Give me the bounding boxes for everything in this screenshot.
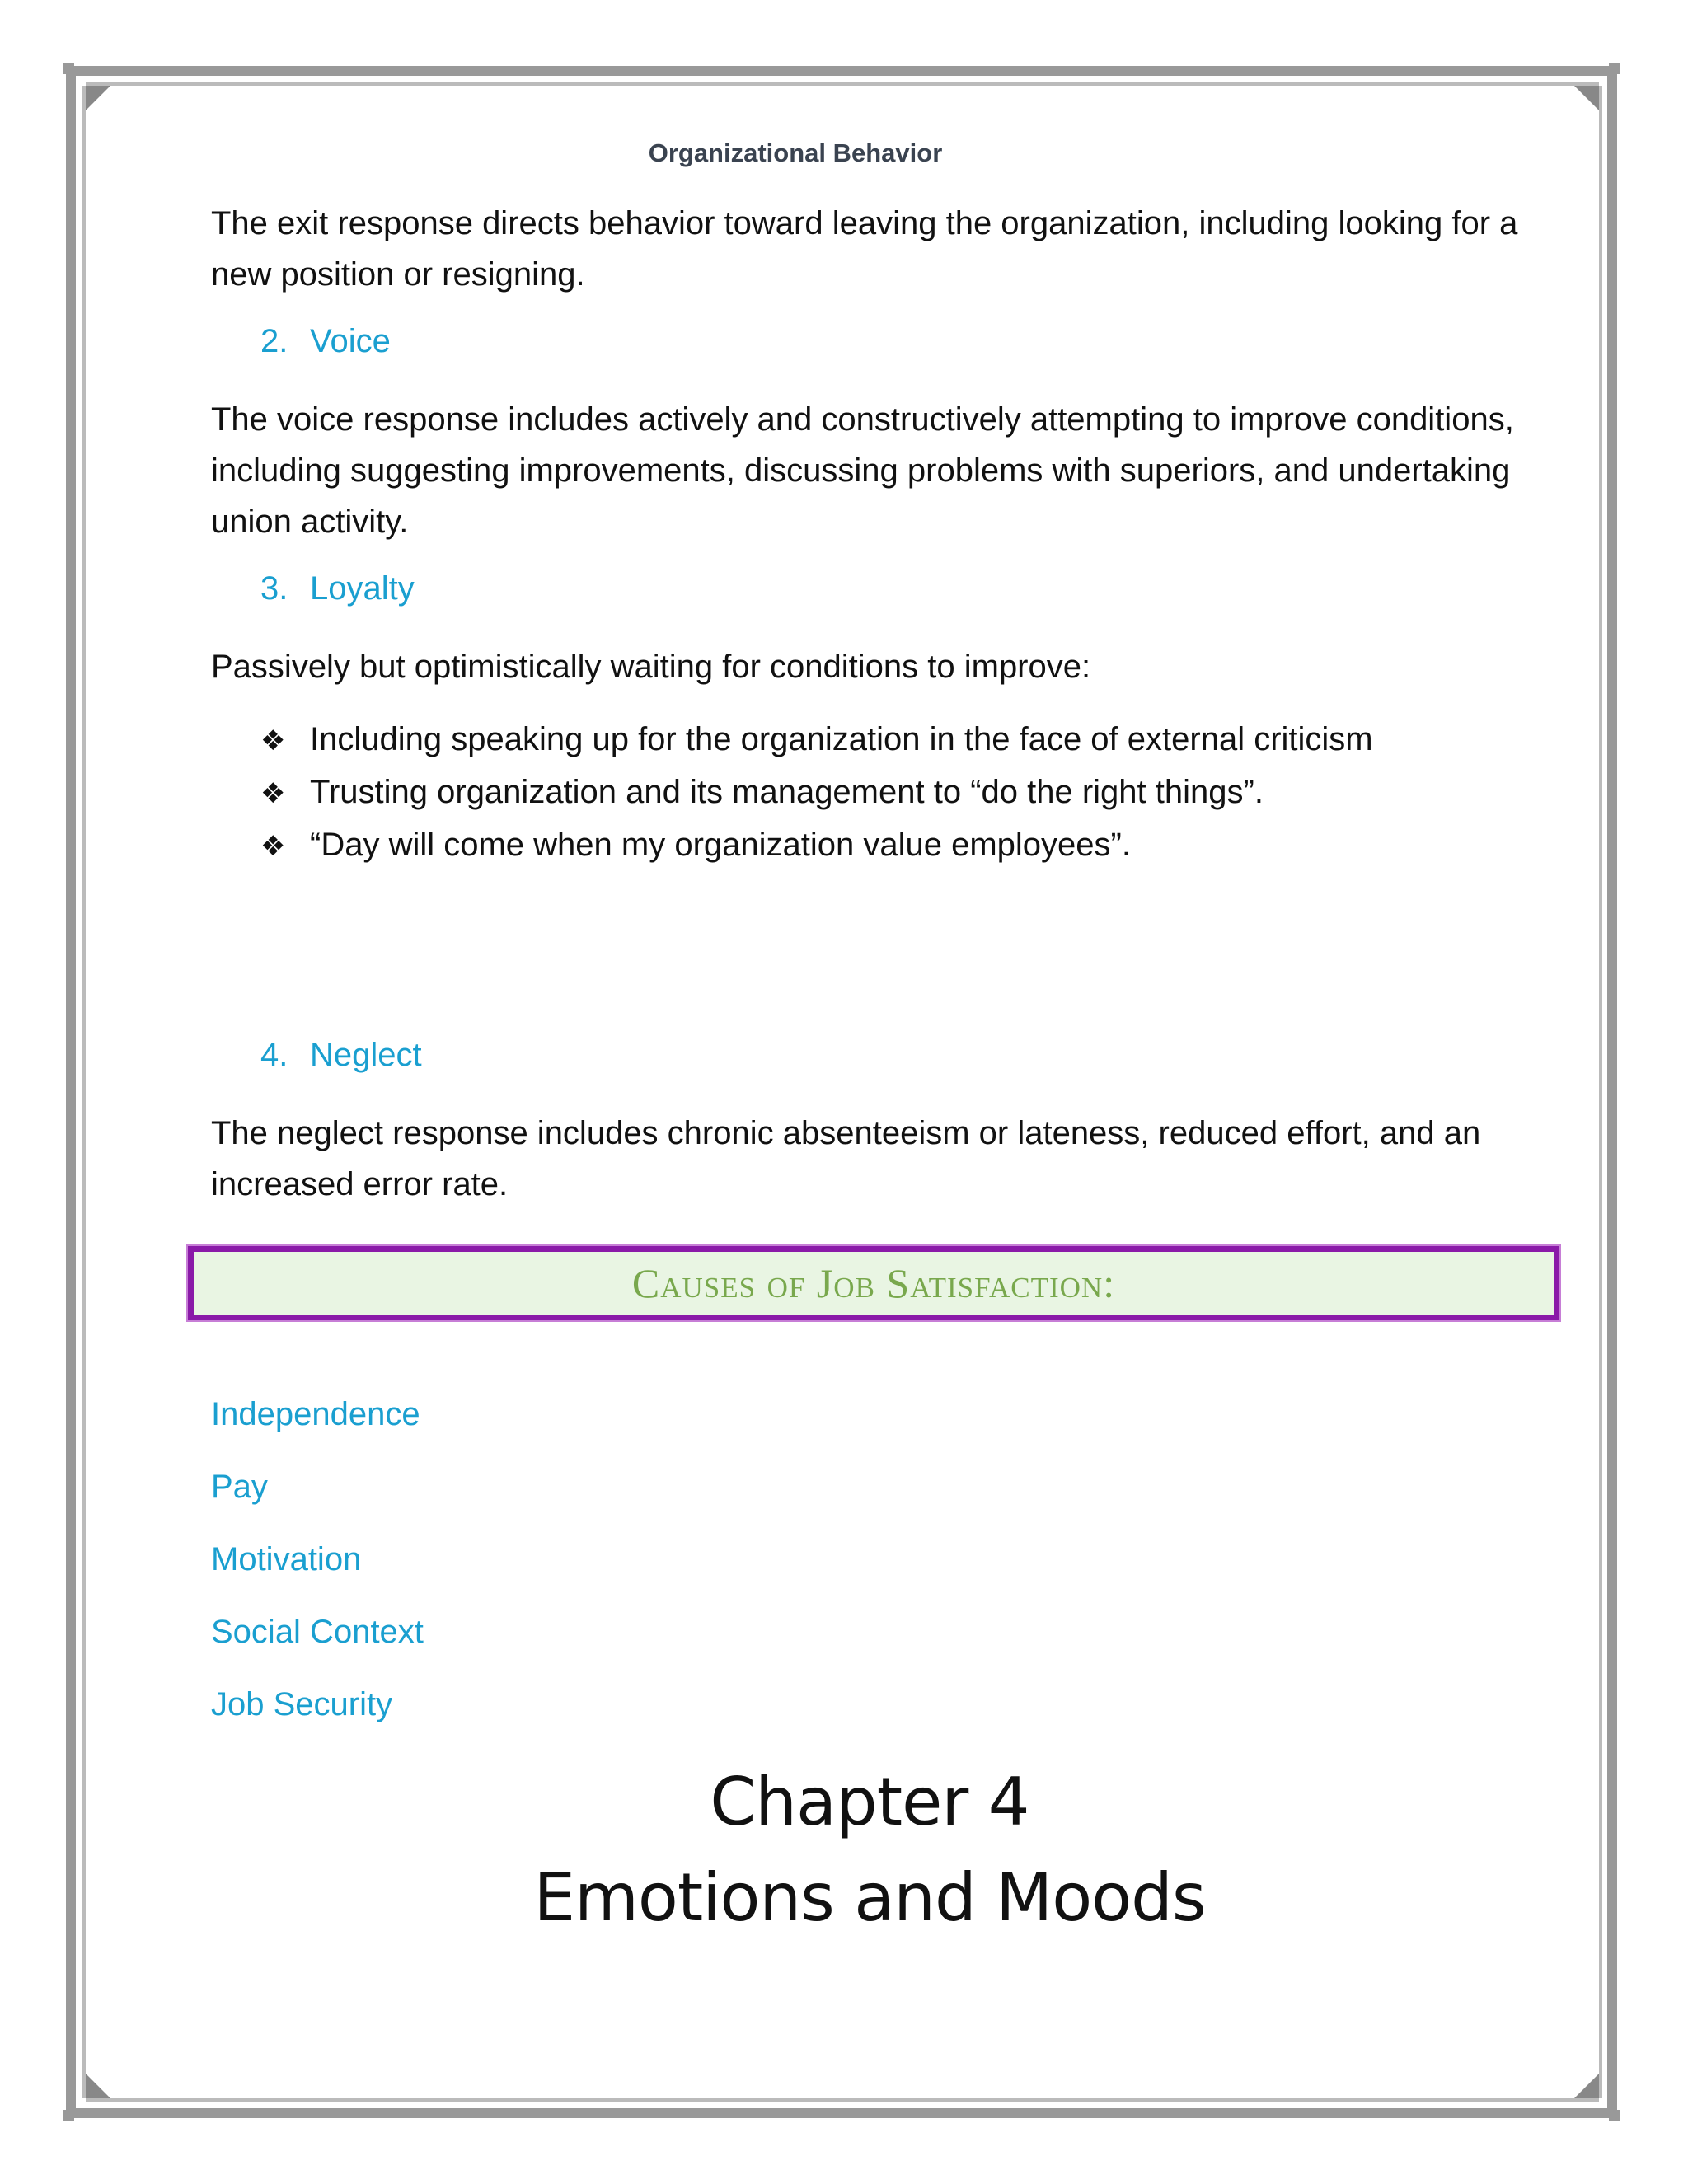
corner-triangle-top-right [1574, 86, 1599, 110]
cause-item-social-context: Social Context [211, 1614, 424, 1650]
causes-banner-title: Causes of Job Satisfaction: [631, 1260, 1116, 1306]
page-border-bottom [66, 2108, 1615, 2118]
neglect-heading [260, 1037, 422, 1074]
neglect-number: 4. [260, 1037, 288, 1073]
voice-paragraph: The voice response includes actively and constructively attempting to improve conditions, including suggesting improvements, discussing problems with superiors, and undertaking union activity. [211, 401, 1514, 540]
corner-square-top-right [1609, 63, 1620, 74]
bullet-text: “Day will come when my organization value employees”. [310, 827, 1131, 863]
list-item [260, 714, 1373, 766]
bullet-text: Trusting organization and its management to “do the right things”. [310, 774, 1264, 810]
cause-item-motivation: Motivation [211, 1541, 362, 1577]
loyalty-bullet-list [260, 714, 1373, 872]
diamond-bullet-icon: ❖ [260, 725, 286, 757]
list-item [260, 819, 1373, 872]
corner-square-top-left [63, 63, 74, 74]
neglect-heading-label: Neglect [310, 1037, 422, 1073]
exit-paragraph: The exit response directs behavior toward leaving the organization, including looking for a new position or resigning. [211, 205, 1518, 293]
page-border-inner-top [86, 82, 1599, 86]
page-border-inner-bottom [86, 2098, 1599, 2102]
corner-triangle-bottom-left [86, 2074, 110, 2098]
cause-item-pay: Pay [211, 1469, 268, 1505]
cause-item-independence: Independence [211, 1396, 420, 1432]
loyalty-heading [260, 570, 415, 607]
corner-square-bottom-left [63, 2110, 74, 2121]
loyalty-paragraph: Passively but optimistically waiting for conditions to improve: [211, 649, 1091, 685]
bullet-text: Including speaking up for the organization in the face of external criticism [310, 721, 1373, 757]
causes-banner [188, 1246, 1559, 1320]
chapter-title: Emotions and Moods [533, 1859, 1206, 1936]
list-item [260, 766, 1373, 819]
voice-heading-label: Voice [310, 323, 391, 359]
diamond-bullet-icon: ❖ [260, 778, 286, 809]
diamond-bullet-icon: ❖ [260, 831, 286, 862]
voice-heading [260, 323, 391, 360]
voice-number: 2. [260, 323, 288, 359]
corner-square-bottom-right [1609, 2110, 1620, 2121]
corner-triangle-bottom-right [1574, 2074, 1599, 2098]
page-border-top [66, 66, 1615, 76]
running-header: Organizational Behavior [648, 138, 943, 167]
chapter-number: Chapter 4 [710, 1764, 1029, 1840]
neglect-paragraph: The neglect response includes chronic absenteeism or lateness, reduced effort, and an increased error rate. [211, 1115, 1481, 1202]
cause-item-job-security: Job Security [211, 1686, 393, 1722]
loyalty-number: 3. [260, 570, 288, 607]
corner-triangle-top-left [86, 86, 110, 110]
loyalty-heading-label: Loyalty [310, 570, 415, 607]
